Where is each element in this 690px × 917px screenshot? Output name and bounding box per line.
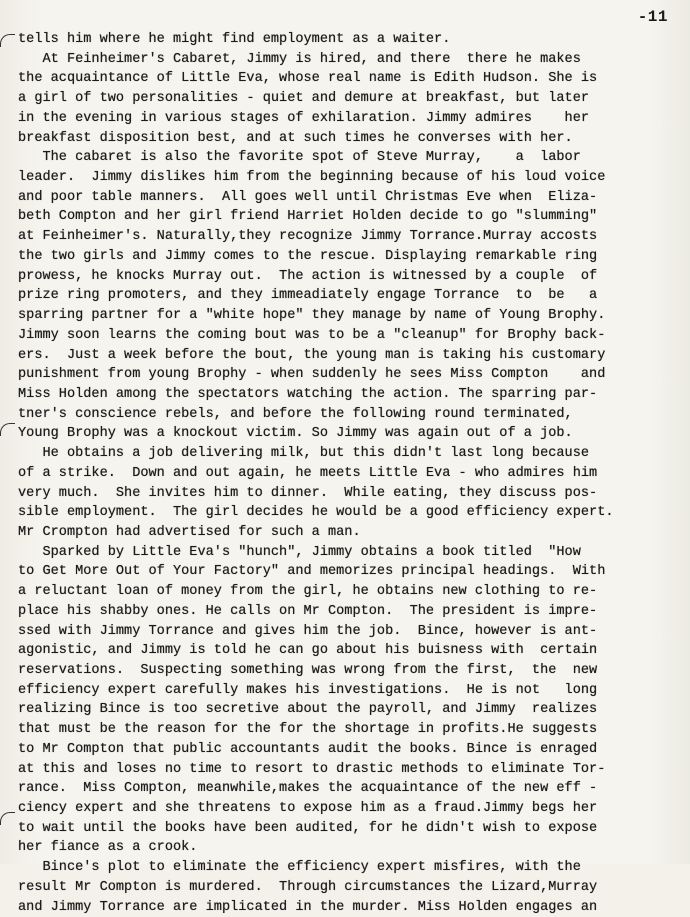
text-line: leader. Jimmy dislikes him from the beginning because of his loud voice <box>18 170 606 186</box>
margin-hole-mark-middle <box>0 423 15 436</box>
text-line: a reluctant loan of money from the girl, he obtains new clothing to re- <box>18 584 598 600</box>
text-line: Bince's plot to eliminate the efficiency expert misfires, with the <box>18 860 581 876</box>
text-line: beth Compton and her girl friend Harriet Holden decide to go "slumming" <box>18 209 598 225</box>
text-line: ssed with Jimmy Torrance and gives him the job. Bince, however is ant- <box>18 623 598 639</box>
text-line: her fiance as a crook. <box>18 840 198 856</box>
text-line: The cabaret is also the favorite spot of Steve Murray, a labor <box>18 150 581 166</box>
text-line: the two girls and Jimmy comes to the rescue. Displaying remarkable ring <box>18 248 598 264</box>
text-line: place his shabby ones. He calls on Mr Compton. The president is impre- <box>18 603 598 619</box>
text-line: result Mr Compton is murdered. Through circumstances the Lizard,Murray <box>18 879 598 895</box>
text-line: and Jimmy Torrance are implicated in the murder. Miss Holden engages an <box>18 899 598 915</box>
text-line: sible employment. The girl decides he would be a good efficiency expert. <box>18 505 614 521</box>
text-line: punishment from young Brophy - when suddenly he sees Miss Compton and <box>18 367 606 383</box>
text-line: the acquaintance of Little Eva, whose real name is Edith Hudson. She is <box>18 71 598 87</box>
text-line: Sparked by Little Eva's "hunch", Jimmy obtains a book titled "How <box>18 544 581 560</box>
text-line: ers. Just a week before the bout, the young man is taking his customary <box>18 347 606 363</box>
text-line: Miss Holden among the spectators watching the action. The sparring par- <box>18 386 598 402</box>
text-line: prize ring promoters, and they immeadiately engage Torrance to be a <box>18 288 598 304</box>
text-line: in the evening in various stages of exhilaration. Jimmy admires her <box>18 110 590 126</box>
text-line: rance. Miss Compton, meanwhile,makes the acquaintance of the new eff - <box>18 781 598 797</box>
text-line: at this and loses no time to resort to drastic methods to eliminate Tor- <box>18 761 606 777</box>
text-line: breakfast disposition best, and at such times he converses with her. <box>18 130 573 146</box>
text-line: Young Brophy was a knockout victim. So Jimmy was again out of a job. <box>18 426 573 442</box>
text-line: agonistic, and Jimmy is told he can go about his buisness with certain <box>18 643 598 659</box>
text-line: a girl of two personalities - quiet and demure at breakfast, but later <box>18 91 590 107</box>
text-line: sparring partner for a "white hope" they manage by name of Young Brophy. <box>18 308 606 324</box>
text-line: to Mr Compton that public accountants audit the books. Bince is enraged <box>18 741 598 757</box>
text-line: ciency expert and she threatens to expose him as a fraud.Jimmy begs her <box>18 801 598 817</box>
text-line: very much. She invites him to dinner. While eating, they discuss pos- <box>18 485 598 501</box>
text-line: At Feinheimer's Cabaret, Jimmy is hired, and there there he makes <box>18 51 581 67</box>
text-line: of a strike. Down and out again, he meets Little Eva - who admires him <box>18 465 598 481</box>
text-line: Jimmy soon learns the coming bout was to be a "cleanup" for Brophy back- <box>18 327 606 343</box>
page-number: -11 <box>637 8 668 26</box>
text-line: tner's conscience rebels, and before the following round terminated, <box>18 406 573 422</box>
text-line: that must be the reason for the for the shortage in profits.He suggests <box>18 722 598 738</box>
synopsis-text <box>18 30 670 917</box>
text-line: He obtains a job delivering milk, but this didn't last long because <box>18 446 590 462</box>
text-line: Mr Crompton had advertised for such a man. <box>18 524 361 540</box>
text-line: to Get More Out of Your Factory" and memorizes principal headings. With <box>18 564 606 580</box>
text-line: to wait until the books have been audited, for he didn't wish to expose <box>18 820 598 836</box>
text-line: and poor table manners. All goes well until Christmas Eve when Eliza- <box>18 189 598 205</box>
text-line: at Feinheimer's. Naturally,they recognize Jimmy Torrance.Murray accosts <box>18 229 598 245</box>
margin-hole-mark-bottom <box>0 812 15 825</box>
text-line: efficiency expert carefully makes his investigations. He is not long <box>18 682 598 698</box>
text-line: prowess, he knocks Murray out. The action is witnessed by a couple of <box>18 268 598 284</box>
text-line: reservations. Suspecting something was wrong from the first, the new <box>18 663 598 678</box>
margin-hole-mark-top <box>0 34 15 47</box>
text-line: realizing Bince is too secretive about the payroll, and Jimmy realizes <box>18 702 598 718</box>
text-line: tells him where he might find employment as a waiter. <box>18 32 451 47</box>
